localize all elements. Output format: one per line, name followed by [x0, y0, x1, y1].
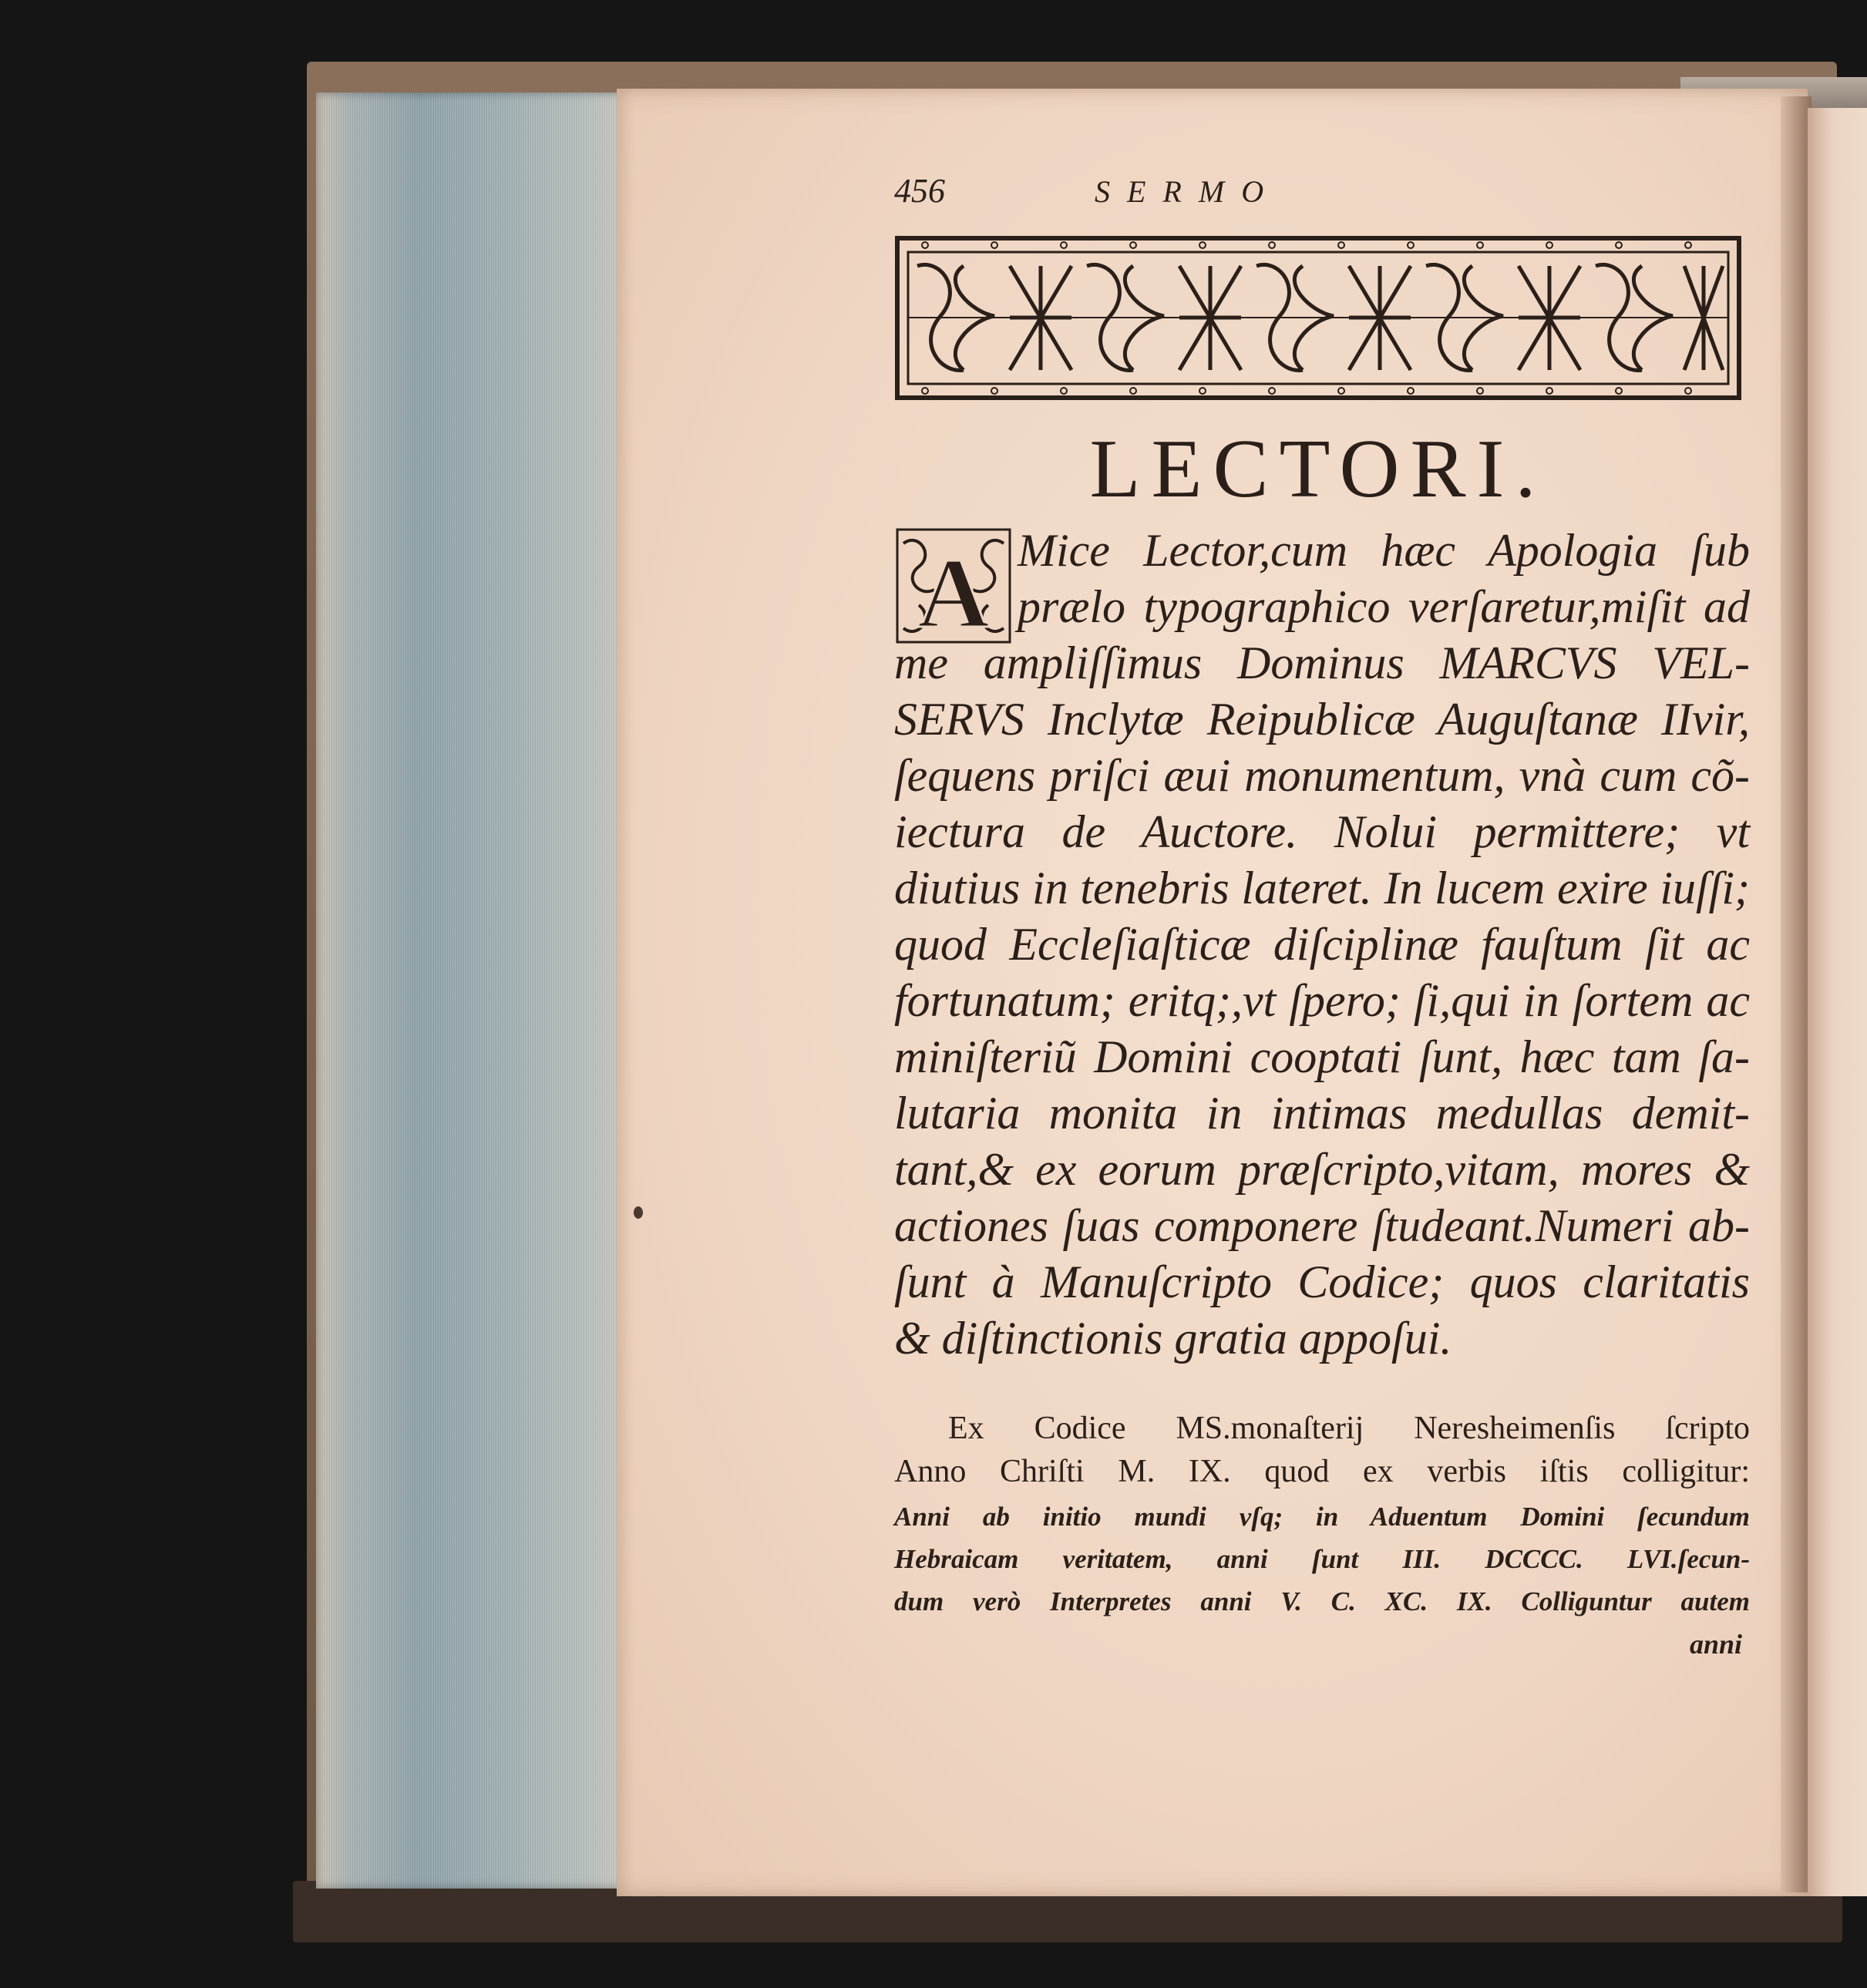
source-line: Ex Codice MS.monaſterij Neresheimenſis ſcripto [948, 1411, 1750, 1446]
catchword: anni [1689, 1629, 1742, 1660]
body-line: actiones ſuas componere ſtudeant.Numeri ab- [894, 1200, 1750, 1251]
initial-letter: A [917, 538, 990, 644]
body-line: Mice Lector,cum hæc Apologia ſub [1018, 525, 1750, 576]
source-note [894, 1407, 1750, 1493]
body-line: quod Eccleſiaſticæ diſciplinæ fauſtum ſit ac [894, 919, 1750, 970]
body-line: fortunatum; eritq;,vt ſpero; ſi,qui in ſortem ac [894, 975, 1750, 1026]
page-number: 456 [894, 172, 945, 210]
section-title: LECTORI. [1089, 423, 1547, 515]
body-line: SERVS Inclytæ Reipublicæ Auguſtanæ IIvir, [894, 694, 1750, 745]
source-line: Anno Chriſti M. IX. quod ex verbis iſtis colligitur: [894, 1454, 1750, 1489]
ink-speck [634, 1206, 643, 1219]
body-line: miniſteriũ Domini cooptati ſunt, hæc tam ſa- [894, 1031, 1750, 1082]
page-gutter [1781, 96, 1811, 1892]
body-line: ſequens priſci æui monumentum, vnà cum cõ- [894, 750, 1750, 801]
body-paragraph [894, 523, 1750, 1367]
ornamental-headpiece [894, 235, 1742, 401]
running-head: SERMO [1095, 174, 1281, 209]
body-line: lutaria monita in intimas medullas demit- [894, 1088, 1750, 1139]
quote-line: Hebraicam veritatem, anni ſunt III. DCCCC. LVI.ſecun- [894, 1544, 1750, 1574]
body-line: ſunt à Manuſcripto Codice; quos claritatis [894, 1256, 1750, 1307]
page-fore-edge [316, 93, 655, 1889]
quote-line: dum verò Interpretes anni V. C. XC. IX. Colliguntur autem [894, 1586, 1750, 1616]
quotation [894, 1495, 1750, 1623]
body-line: tant,& ex eorum præſcripto,vitam, mores & [894, 1144, 1750, 1195]
body-line: me ampliſſimus Dominus MARCVS VEL- [894, 637, 1750, 688]
body-line: & diſtinctionis gratia appoſui. [894, 1313, 1452, 1364]
body-line: prælo typographico verſaretur,miſit ad [1018, 581, 1750, 632]
body-line: diutius in tenebris lateret. In lucem exire iuſſi; [894, 863, 1750, 913]
body-line: iectura de Auctore. Nolui permittere; vt [894, 806, 1750, 857]
quote-line: Anni ab initio mundi vſq; in Aduentum Domini ſecundum [894, 1502, 1750, 1532]
facing-page [1808, 108, 1867, 1896]
